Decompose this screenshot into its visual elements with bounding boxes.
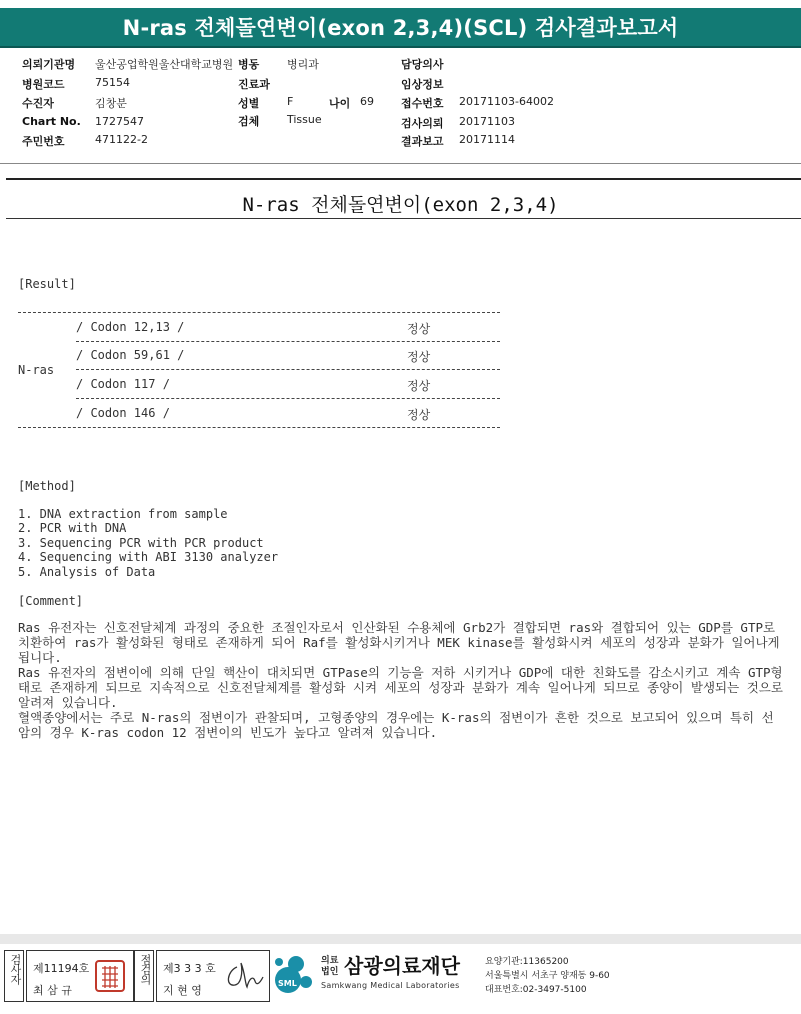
- result-top-rule: [18, 312, 500, 313]
- codon-status: 정상: [407, 322, 431, 336]
- method-item: 4. Sequencing with ABI 3130 analyzer: [18, 550, 279, 565]
- id-no-value: 471122-2: [95, 133, 148, 146]
- method-heading: [Method]: [18, 479, 76, 493]
- method-list: [18, 507, 278, 579]
- examiner-label: 검사자: [9, 954, 22, 984]
- comment-heading: [Comment]: [18, 594, 84, 608]
- receipt-no-label: 접수번호: [401, 97, 444, 110]
- checker-signature-icon: [223, 959, 265, 993]
- codon-label: / Codon 12,13 /: [76, 320, 185, 334]
- org-name: 삼광의료재단: [344, 954, 460, 978]
- codon-label: / Codon 59,61 /: [76, 348, 185, 362]
- receipt-no-value: 20171103-64002: [459, 95, 554, 108]
- method-item: 3. Sequencing PCR with PCR product: [18, 535, 264, 550]
- row-rule: [76, 369, 500, 370]
- report-title: N-ras 전체돌연변이(exon 2,3,4): [242, 194, 559, 216]
- comment-paragraph: 혈액종양에서는 주로 N-ras의 점변이가 관찰되며, 고형종양의 경우에는 K-ras의 점변이가 흔한 것으로 보고되어 있으며 특히 선암의 경우 K-ras codon 12 점변이의 빈도가 높다고 알려져 있습니다.: [18, 710, 774, 740]
- checker-box: [156, 950, 270, 1002]
- gene-name: N-ras: [18, 363, 55, 377]
- chart-no-label: Chart No.: [22, 115, 81, 128]
- institution-value: 울산공업학원울산대학교병원: [95, 58, 234, 71]
- hospital-code-label: 병원코드: [22, 78, 65, 91]
- sml-logo-icon: [272, 950, 318, 996]
- report-date-label: 결과보고: [401, 135, 444, 148]
- examiner-seal-icon: [93, 958, 127, 994]
- org-prefix-1: 의료: [321, 956, 339, 966]
- method-item: 1. DNA extraction from sample: [18, 507, 228, 521]
- comment-paragraph: Ras 유전자의 점변이에 의해 단일 핵산이 대치되면 GTPase의 기능을 저하 시키거나 GDP에 대한 친화도를 감소시키고 계속 GTP형태로 존재하게 되므로 지속적으로 신호전달체계를 활성화 시켜 세포의 성장과 분화가 계속 일어나게 되므로 종양이 발생되는 것으로 알려져 있습니다.: [18, 665, 783, 710]
- patient-label: 수진자: [22, 97, 54, 110]
- sex-label: 성별: [238, 97, 260, 110]
- examiner-license-no: 제11194호: [33, 962, 90, 975]
- comment-body: [18, 620, 784, 740]
- request-date-label: 검사의뢰: [401, 117, 444, 130]
- comment-paragraph: Ras 유전자는 신호전달체계 과정의 중요한 조절인자로서 인산화된 수용체에 Grb2가 결합되면 ras와 결합되어 있는 GDP를 GTP로 치환하여 ras가 활성화된 형태로 존재하게 되어 Raf를 활성화시키거나 MEK kinase를 활성화시켜 세포의 성장과 분화가 일어나게 됩니다.: [18, 620, 780, 665]
- examiner-label-box: [4, 950, 24, 1002]
- org-phone: 대표번호:02-3497-5100: [485, 985, 587, 995]
- row-rule: [76, 341, 500, 342]
- report-header-title: N-ras 전체돌연변이(exon 2,3,4)(SCL) 검사결과보고서: [0, 8, 801, 46]
- title-bottom-rule: [6, 218, 801, 219]
- codon-label: / Codon 117 /: [76, 377, 170, 391]
- result-bottom-rule: [18, 427, 500, 428]
- specimen-label: 검체: [238, 115, 260, 128]
- id-no-label: 주민번호: [22, 135, 65, 148]
- codon-status: 정상: [407, 379, 431, 393]
- specimen-value: Tissue: [287, 113, 322, 126]
- clinical-info-label: 임상정보: [401, 78, 444, 91]
- header-underline: [0, 46, 801, 48]
- care-code: 요양기관:11365200: [485, 957, 569, 967]
- request-date-value: 20171103: [459, 115, 515, 128]
- examiner-name: 최 삼 규: [33, 984, 72, 997]
- title-top-rule: [6, 178, 801, 180]
- ward-value: 병리과: [287, 58, 319, 71]
- department-label: 진료과: [238, 78, 270, 91]
- sex-value: F: [287, 95, 294, 108]
- checker-license-no: 제3 3 3 호: [163, 962, 216, 975]
- method-item: 2. PCR with DNA: [18, 521, 127, 536]
- codon-status: 정상: [407, 408, 431, 422]
- examiner-box: [26, 950, 134, 1002]
- codon-status: 정상: [407, 350, 431, 364]
- row-rule: [76, 398, 500, 399]
- patient-value: 김창분: [95, 97, 127, 110]
- institution-label: 의뢰기관명: [22, 58, 76, 71]
- org-name-en: Samkwang Medical Laboratories: [321, 981, 460, 990]
- attending-label: 담당의사: [401, 58, 444, 71]
- info-separator: [0, 163, 801, 164]
- hospital-code-value: 75154: [95, 76, 130, 89]
- org-prefix-2: 법인: [321, 967, 339, 977]
- footer-divider: [0, 934, 801, 944]
- sml-logo-text: SML: [278, 979, 297, 988]
- method-item: 5. Analysis of Data: [18, 564, 156, 579]
- org-address: 서울특별시 서초구 양재동 9-60: [485, 971, 610, 981]
- result-heading: [Result]: [18, 277, 76, 291]
- checker-label-box: [134, 950, 154, 1002]
- checker-name: 지 현 영: [163, 984, 202, 997]
- ward-label: 병동: [238, 58, 260, 71]
- chart-no-value: 1727547: [95, 115, 144, 128]
- report-date-value: 20171114: [459, 133, 515, 146]
- age-value: 69: [360, 95, 374, 108]
- codon-label: / Codon 146 /: [76, 406, 170, 420]
- age-label: 나이: [329, 97, 351, 110]
- checker-label: 점검의: [139, 954, 152, 984]
